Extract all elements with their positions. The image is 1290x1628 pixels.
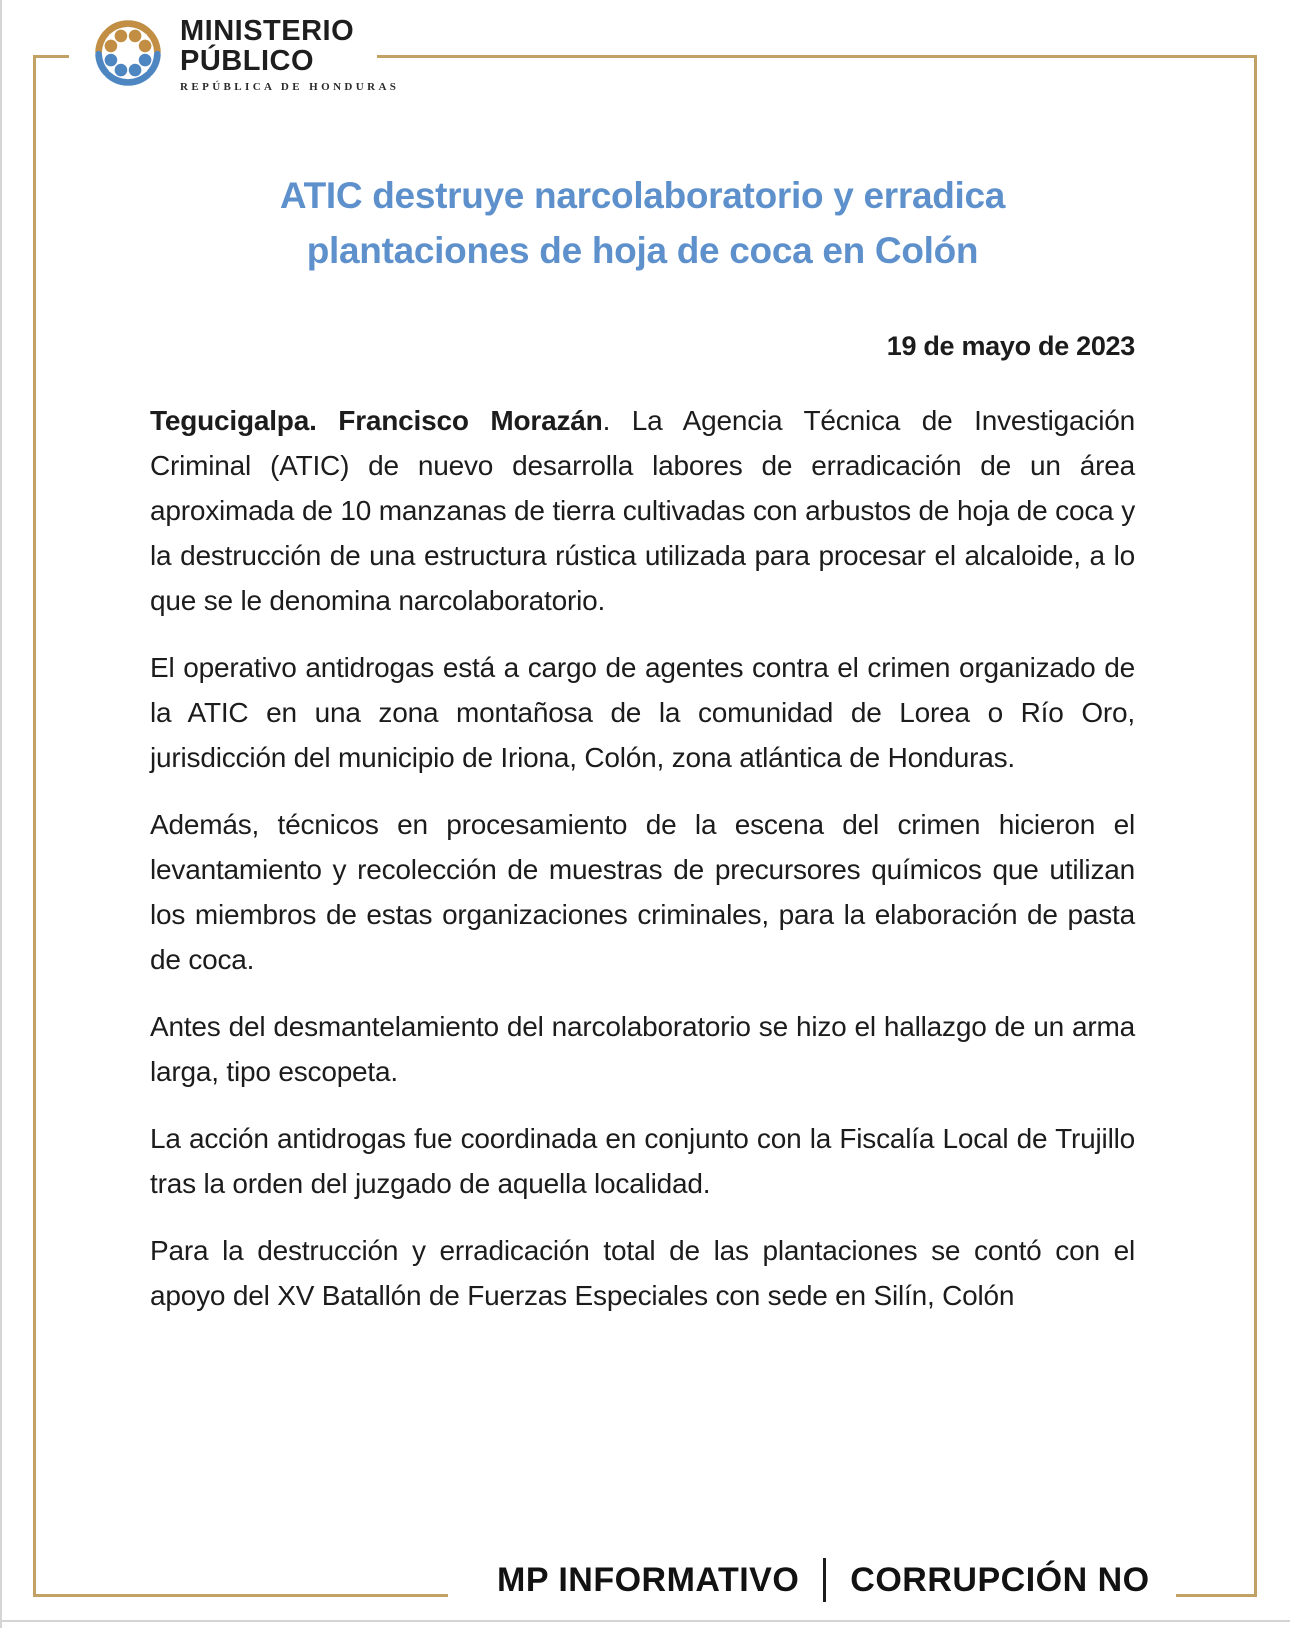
gold-frame-left [33,55,36,1597]
dateline: 19 de mayo de 2023 [886,331,1135,361]
org-name-line1: MINISTERIO [180,15,355,47]
page-edge-bottom [0,1620,1290,1622]
paragraph-4: Antes del desmantelamiento del narcolaboratorio se hizo el hallazgo de un arma larga, tipo escopeta. [150,1011,1135,1087]
logo-wordmark [180,10,399,93]
people-circle-logo-icon [86,10,170,96]
org-name-line2: PÚBLICO [180,45,314,77]
gold-frame-right [1254,55,1257,1597]
paragraph-2: El operativo antidrogas está a cargo de agentes contra el crimen organizado de la ATIC en una zona montañosa de la comunidad de Lorea o Río Oro, jurisdicción del municipio de Iriona, Colón, zona atlántica de Honduras. [150,652,1135,773]
ministerio-publico-logo [86,10,399,96]
paragraph-1 [150,398,1135,623]
footer-left-label: MP INFORMATIVO [497,1560,800,1599]
page-title-line2: plantaciones de hoja de coca en Colón [306,230,979,271]
org-tagline: REPÚBLICA DE HONDURAS [180,81,400,93]
page-title [150,168,1135,278]
footer-right-label: CORRUPCIÓN NO [850,1560,1150,1599]
paragraph-6: Para la destrucción y erradicación total de las plantaciones se contó con el apoyo del XV Batallón de Fuerzas Especiales con sede en Silín, Colón [150,1235,1135,1311]
paragraph-3: Además, técnicos en procesamiento de la escena del crimen hicieron el levantamiento y recolección de muestras de precursores químicos que utilizan los miembros de estas organizaciones criminales, para la elaboración de pasta de coca. [150,809,1135,975]
article-body [150,398,1135,1340]
gold-frame-bottom-right [1176,1594,1257,1597]
footer-separator [823,1558,826,1602]
page-edge-left [0,0,2,1628]
gold-frame-top-left-stub [33,55,69,58]
page-title-line1: ATIC destruye narcolaboratorio y erradica [279,175,1006,216]
gold-frame-bottom-left [33,1594,448,1597]
gold-frame-top [377,55,1257,58]
paragraph-1-rest: . La Agencia Técnica de Investigación Criminal (ATIC) de nuevo desarrolla labores de erradicación de un área aproximada de 10 manzanas de tierra cultivadas con arbustos de hoja de coca y la destrucción de una estructura rústica utilizada para procesar el alcaloide, a lo que se le denomina narcolaboratorio. [150,405,1135,616]
paragraph-1-lead: Tegucigalpa. Francisco Morazán [150,405,603,436]
footer-banner [497,1558,1150,1602]
paragraph-5: La acción antidrogas fue coordinada en conjunto con la Fiscalía Local de Trujillo tras la orden del juzgado de aquella localidad. [150,1123,1135,1199]
